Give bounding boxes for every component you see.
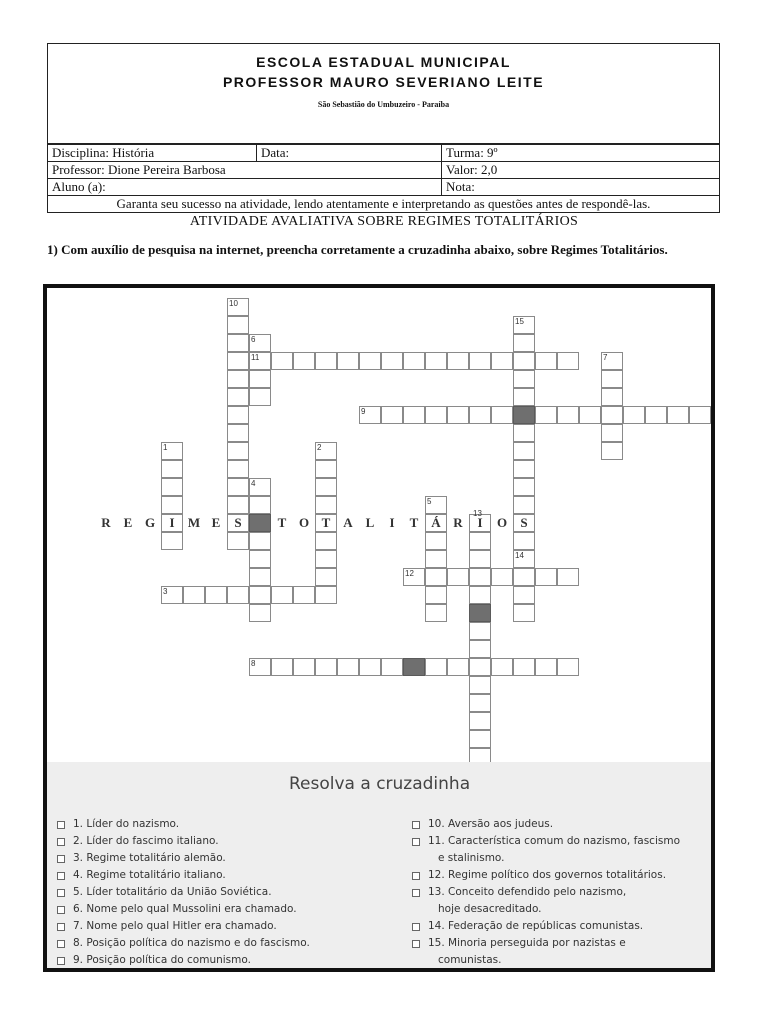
crossword-cell[interactable] bbox=[513, 586, 535, 604]
crossword-cell[interactable] bbox=[469, 532, 491, 550]
crossword-cell[interactable] bbox=[249, 586, 271, 604]
clue-item bbox=[47, 918, 310, 935]
crossword-cell[interactable] bbox=[601, 406, 623, 424]
clue-text-continued: hoje desacreditado. bbox=[438, 903, 542, 915]
crossword-cell[interactable] bbox=[227, 316, 249, 334]
crossword-cell[interactable] bbox=[227, 406, 249, 424]
clue-item bbox=[47, 884, 310, 901]
clue-number-8: 8 bbox=[251, 659, 256, 668]
crossword-cell[interactable] bbox=[601, 388, 623, 406]
checkbox[interactable] bbox=[57, 940, 65, 948]
activity-title: ATIVIDADE AVALIATIVA SOBRE REGIMES TOTALITÁRIOS bbox=[189, 214, 579, 229]
crossword-cell[interactable] bbox=[403, 406, 425, 424]
crossword-cell[interactable] bbox=[161, 460, 183, 478]
crossword-cell[interactable] bbox=[535, 658, 557, 676]
crossword-cell[interactable] bbox=[689, 406, 711, 424]
clue-number-15: 15 bbox=[515, 317, 524, 326]
crossword-cell[interactable] bbox=[513, 424, 535, 442]
crossword-cell[interactable] bbox=[425, 406, 447, 424]
crossword-cell[interactable] bbox=[249, 604, 271, 622]
crossword-cell[interactable] bbox=[469, 676, 491, 694]
crossword-cell[interactable] bbox=[491, 658, 513, 676]
clue-panel bbox=[47, 762, 711, 968]
clue-number-14: 14 bbox=[515, 551, 524, 560]
crossword-cell[interactable] bbox=[447, 658, 469, 676]
clue-text: 2. Líder do fascimo italiano. bbox=[73, 835, 219, 847]
clue-number-6: 6 bbox=[251, 335, 256, 344]
crossword-cell[interactable] bbox=[381, 658, 403, 676]
clue-number-2: 2 bbox=[317, 443, 322, 452]
clue-number-13: 13 bbox=[473, 509, 482, 518]
theme-letter: T bbox=[277, 515, 287, 530]
crossword-cell[interactable] bbox=[227, 478, 249, 496]
crossword-cell[interactable] bbox=[359, 352, 381, 370]
clue-item bbox=[47, 867, 310, 884]
nota-cell[interactable]: Nota: bbox=[442, 179, 720, 196]
checkbox[interactable] bbox=[57, 855, 65, 863]
crossword-cell[interactable] bbox=[579, 406, 601, 424]
clue-item bbox=[47, 935, 310, 952]
theme-letter: G bbox=[144, 515, 156, 530]
crossword-cell[interactable] bbox=[227, 424, 249, 442]
clue-item bbox=[402, 884, 680, 918]
clue-number-1: 1 bbox=[163, 443, 168, 452]
crossword-cell[interactable] bbox=[425, 604, 447, 622]
crossword-cell[interactable] bbox=[513, 568, 535, 586]
crossword-cell[interactable] bbox=[227, 586, 249, 604]
clue-number-5: 5 bbox=[427, 497, 432, 506]
crossword-cell[interactable] bbox=[381, 352, 403, 370]
aluno-cell[interactable]: Aluno (a): bbox=[48, 179, 442, 196]
crossword-cell[interactable] bbox=[425, 532, 447, 550]
crossword-cell[interactable] bbox=[469, 694, 491, 712]
crossword-cell[interactable] bbox=[249, 496, 271, 514]
turma-cell: Turma: 9º bbox=[442, 145, 720, 162]
professor-cell: Professor: Dione Pereira Barbosa bbox=[48, 162, 442, 179]
theme-letter: I bbox=[477, 515, 483, 530]
valor-cell: Valor: 2,0 bbox=[442, 162, 720, 179]
theme-letter: R bbox=[453, 515, 463, 530]
clue-number-9: 9 bbox=[361, 407, 366, 416]
crossword-cell[interactable] bbox=[271, 352, 293, 370]
crossword-cell[interactable] bbox=[381, 406, 403, 424]
disciplina-cell: Disciplina: História bbox=[48, 145, 257, 162]
crossword-cell[interactable] bbox=[601, 370, 623, 388]
crossword-cell[interactable] bbox=[601, 424, 623, 442]
clue-item bbox=[402, 867, 680, 884]
checkbox[interactable] bbox=[57, 872, 65, 880]
clue-text: 15. Minoria perseguida por nazistas e bbox=[428, 937, 626, 949]
clue-number-10: 10 bbox=[229, 299, 238, 308]
clue-text: 13. Conceito defendido pelo nazismo, bbox=[428, 886, 627, 898]
crossword-cell[interactable] bbox=[227, 334, 249, 352]
question-text: 1) Com auxílio de pesquisa na internet, preencha corretamente a cruzadinha abaixo, sobre Regimes Totalitários. bbox=[47, 242, 668, 257]
crossword-cell[interactable] bbox=[535, 352, 557, 370]
crossword-cell[interactable] bbox=[227, 388, 249, 406]
crossword-cell[interactable] bbox=[513, 460, 535, 478]
crossword-cell[interactable] bbox=[337, 352, 359, 370]
crossword-cell[interactable] bbox=[469, 586, 491, 604]
student-info-table bbox=[47, 144, 720, 213]
crossword-cell[interactable] bbox=[359, 658, 381, 676]
crossword-cell[interactable] bbox=[535, 568, 557, 586]
clue-item bbox=[402, 935, 680, 969]
theme-letter: I bbox=[169, 515, 175, 530]
crossword-cell[interactable] bbox=[293, 586, 315, 604]
crossword-cell[interactable] bbox=[425, 568, 447, 586]
clue-item bbox=[47, 901, 310, 918]
theme-letter: O bbox=[298, 515, 310, 530]
clue-text: 11. Característica comum do nazismo, fascismo bbox=[428, 835, 680, 847]
checkbox[interactable] bbox=[57, 923, 65, 931]
checkbox[interactable] bbox=[412, 940, 420, 948]
instructions-notice: Garanta seu sucesso na atividade, lendo atentamente e interpretando as questões antes de respondê-las. bbox=[48, 196, 720, 213]
clue-item bbox=[402, 918, 680, 935]
crossword-cell[interactable] bbox=[183, 586, 205, 604]
clue-text: 6. Nome pelo qual Mussolini era chamado. bbox=[73, 903, 297, 915]
crossword-cell[interactable] bbox=[469, 622, 491, 640]
clue-number-3: 3 bbox=[163, 587, 168, 596]
crossword-cell[interactable] bbox=[249, 550, 271, 568]
clues-left-column bbox=[47, 816, 310, 969]
theme-letter: A bbox=[343, 515, 353, 530]
theme-letter: E bbox=[123, 515, 133, 530]
theme-letter: Á bbox=[431, 515, 441, 530]
data-cell[interactable]: Data: bbox=[257, 145, 442, 162]
theme-letter: T bbox=[409, 515, 419, 530]
crossword-cell[interactable] bbox=[469, 568, 491, 586]
crossword-cell[interactable] bbox=[161, 496, 183, 514]
clue-text: 3. Regime totalitário alemão. bbox=[73, 852, 226, 864]
crossword-cell[interactable] bbox=[425, 658, 447, 676]
crossword-cell[interactable] bbox=[249, 568, 271, 586]
crossword-cell[interactable] bbox=[315, 658, 337, 676]
clue-item bbox=[402, 816, 680, 833]
checkbox[interactable] bbox=[412, 889, 420, 897]
checkbox[interactable] bbox=[57, 838, 65, 846]
clue-text: 9. Posição política do comunismo. bbox=[73, 954, 251, 966]
crossword-cell[interactable] bbox=[469, 730, 491, 748]
crossword-cell[interactable] bbox=[315, 550, 337, 568]
crossword-cell[interactable] bbox=[513, 442, 535, 460]
checkbox[interactable] bbox=[412, 923, 420, 931]
clue-text: 14. Federação de repúblicas comunistas. bbox=[428, 920, 644, 932]
theme-letter: T bbox=[321, 515, 331, 530]
school-location: São Sebastião do Umbuzeiro - Paraíba bbox=[317, 100, 450, 109]
crossword-cell[interactable] bbox=[469, 712, 491, 730]
clue-number-11: 11 bbox=[251, 353, 260, 362]
checkbox[interactable] bbox=[57, 821, 65, 829]
crossword-cell[interactable] bbox=[513, 496, 535, 514]
clue-text: 7. Nome pelo qual Hitler era chamado. bbox=[73, 920, 277, 932]
crossword-cell[interactable] bbox=[469, 640, 491, 658]
clue-item bbox=[47, 833, 310, 850]
crossword-cell[interactable] bbox=[535, 406, 557, 424]
clue-text: 10. Aversão aos judeus. bbox=[428, 818, 554, 830]
crossword-cell[interactable] bbox=[227, 370, 249, 388]
clue-text: 8. Posição política do nazismo e do fascismo. bbox=[73, 937, 310, 949]
clue-item bbox=[47, 850, 310, 867]
crossword-blocked-cell bbox=[403, 658, 425, 676]
crossword-cell[interactable] bbox=[425, 550, 447, 568]
crossword-cell[interactable] bbox=[513, 352, 535, 370]
crossword-cell[interactable] bbox=[513, 334, 535, 352]
crossword-cell[interactable] bbox=[315, 532, 337, 550]
crossword-cell[interactable] bbox=[227, 532, 249, 550]
checkbox[interactable] bbox=[57, 889, 65, 897]
crossword-cell[interactable] bbox=[315, 496, 337, 514]
theme-letter: L bbox=[365, 515, 375, 530]
theme-letter: E bbox=[211, 515, 221, 530]
clue-text: 4. Regime totalitário italiano. bbox=[73, 869, 226, 881]
crossword-cell[interactable] bbox=[293, 352, 315, 370]
crossword-cell[interactable] bbox=[557, 406, 579, 424]
crossword-cell[interactable] bbox=[315, 586, 337, 604]
crossword-cell[interactable] bbox=[513, 406, 535, 424]
theme-letter: I bbox=[389, 515, 395, 530]
crossword-cell[interactable] bbox=[491, 568, 513, 586]
clue-heading: Resolva a cruzadinha bbox=[289, 774, 471, 794]
crossword-cell[interactable] bbox=[425, 352, 447, 370]
crossword-cell[interactable] bbox=[513, 658, 535, 676]
clue-text: 1. Líder do nazismo. bbox=[73, 818, 180, 830]
crossword-cell[interactable] bbox=[293, 658, 315, 676]
crossword-cell[interactable] bbox=[425, 586, 447, 604]
crossword-frame bbox=[43, 284, 715, 972]
school-header bbox=[47, 43, 720, 144]
crossword-cell[interactable] bbox=[513, 478, 535, 496]
crossword-cell[interactable] bbox=[337, 658, 359, 676]
clue-text: 5. Líder totalitário da União Soviética. bbox=[73, 886, 272, 898]
checkbox[interactable] bbox=[57, 906, 65, 914]
crossword-cell[interactable] bbox=[249, 388, 271, 406]
crossword-cell[interactable] bbox=[491, 352, 513, 370]
crossword-cell[interactable] bbox=[469, 352, 491, 370]
clue-number-12: 12 bbox=[405, 569, 414, 578]
crossword-cell[interactable] bbox=[447, 406, 469, 424]
crossword-cell[interactable] bbox=[447, 352, 469, 370]
crossword-cell[interactable] bbox=[205, 586, 227, 604]
clues-right-column bbox=[402, 816, 680, 969]
crossword-cell[interactable] bbox=[227, 442, 249, 460]
school-name-line1: ESCOLA ESTADUAL MUNICIPAL bbox=[256, 54, 511, 70]
clue-text: 12. Regime político dos governos totalitários. bbox=[428, 869, 667, 881]
school-name-line2: PROFESSOR MAURO SEVERIANO LEITE bbox=[222, 74, 545, 90]
clue-text-continued: comunistas. bbox=[438, 954, 502, 966]
crossword-cell[interactable] bbox=[227, 352, 249, 370]
crossword-cell[interactable] bbox=[667, 406, 689, 424]
crossword-cell[interactable] bbox=[513, 532, 535, 550]
crossword-cell[interactable] bbox=[315, 478, 337, 496]
crossword-cell[interactable] bbox=[513, 388, 535, 406]
clue-item bbox=[402, 833, 680, 867]
clue-item bbox=[47, 816, 310, 833]
crossword-cell[interactable] bbox=[315, 460, 337, 478]
theme-letter: S bbox=[234, 515, 242, 530]
crossword-cell[interactable] bbox=[249, 514, 271, 532]
theme-letter: S bbox=[520, 515, 528, 530]
crossword-cell[interactable] bbox=[227, 460, 249, 478]
checkbox[interactable] bbox=[412, 821, 420, 829]
crossword-blocked-cell bbox=[469, 604, 491, 622]
crossword-cell[interactable] bbox=[249, 370, 271, 388]
checkbox[interactable] bbox=[412, 872, 420, 880]
crossword-cell[interactable] bbox=[469, 550, 491, 568]
crossword-cell[interactable] bbox=[469, 406, 491, 424]
crossword-cell[interactable] bbox=[161, 478, 183, 496]
theme-letter: O bbox=[496, 515, 508, 530]
crossword-cell[interactable] bbox=[491, 406, 513, 424]
crossword-cell[interactable] bbox=[315, 352, 337, 370]
crossword-cell[interactable] bbox=[249, 532, 271, 550]
crossword-cell[interactable] bbox=[315, 568, 337, 586]
clue-item bbox=[47, 952, 310, 969]
checkbox[interactable] bbox=[57, 957, 65, 965]
crossword-cell[interactable] bbox=[557, 658, 579, 676]
crossword-cell[interactable] bbox=[271, 586, 293, 604]
crossword-cell[interactable] bbox=[447, 568, 469, 586]
theme-letter: M bbox=[187, 515, 201, 530]
crossword-cell[interactable] bbox=[513, 370, 535, 388]
crossword-cell[interactable] bbox=[557, 352, 579, 370]
crossword-cell[interactable] bbox=[601, 442, 623, 460]
clue-number-4: 4 bbox=[251, 479, 256, 488]
clue-text-continued: e stalinismo. bbox=[438, 852, 505, 864]
crossword-cell[interactable] bbox=[645, 406, 667, 424]
crossword-cell[interactable] bbox=[271, 658, 293, 676]
crossword-cell[interactable] bbox=[469, 658, 491, 676]
checkbox[interactable] bbox=[412, 838, 420, 846]
clue-number-7: 7 bbox=[603, 353, 608, 362]
crossword-cell[interactable] bbox=[513, 604, 535, 622]
crossword-cell[interactable] bbox=[623, 406, 645, 424]
theme-letter: R bbox=[101, 515, 111, 530]
crossword-cell[interactable] bbox=[161, 532, 183, 550]
crossword-cell[interactable] bbox=[403, 352, 425, 370]
crossword-cell[interactable] bbox=[557, 568, 579, 586]
crossword-cell[interactable] bbox=[227, 496, 249, 514]
